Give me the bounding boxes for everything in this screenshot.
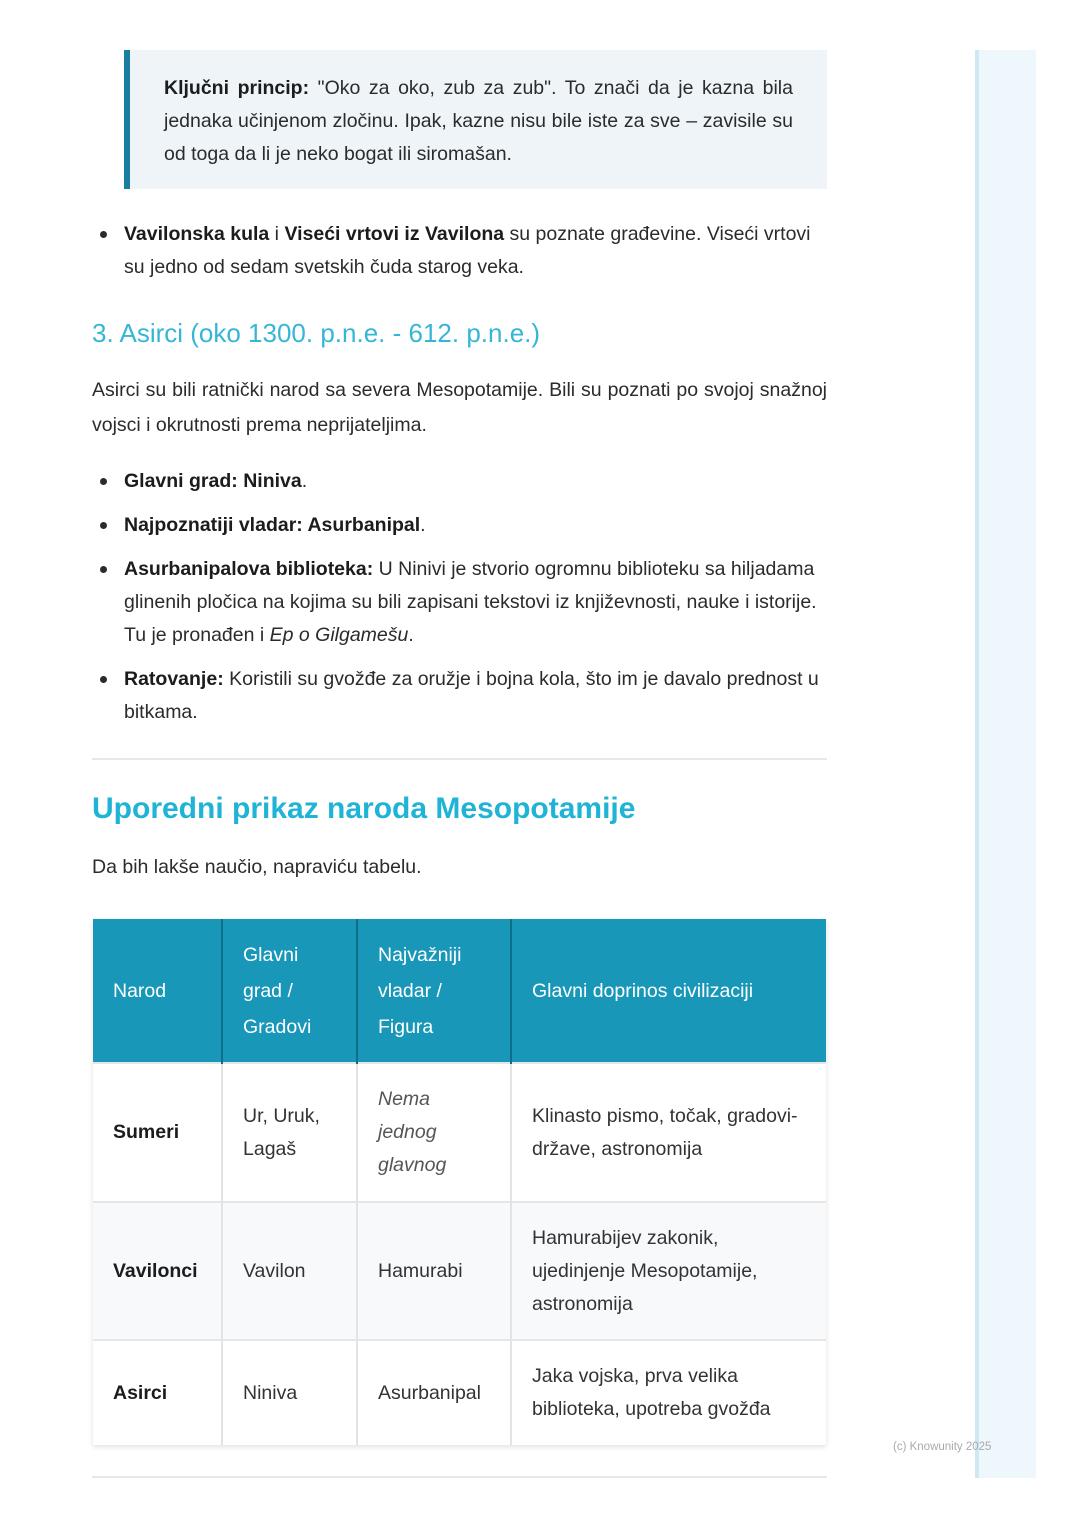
column-header: Najvažniji vladar / Figura	[357, 919, 511, 1063]
text: i	[269, 223, 285, 245]
bullet-icon	[100, 522, 107, 529]
table-cell: Asurbanipal	[357, 1340, 511, 1445]
comparison-intro: Da bih lakše naučio, napraviću tabelu.	[92, 856, 422, 878]
table-cell: Asirci	[93, 1340, 222, 1445]
list-item	[92, 509, 827, 542]
bold-term: Glavni grad: Niniva	[124, 470, 302, 492]
text: .	[408, 624, 414, 646]
column-header: Glavni grad / Gradovi	[222, 919, 357, 1063]
table-cell: Niniva	[222, 1340, 357, 1445]
babylon-bullet-list	[92, 218, 827, 295]
divider	[92, 758, 827, 760]
bullet-icon	[100, 566, 107, 573]
table-cell: Ur, Uruk, Lagaš	[222, 1063, 357, 1202]
bullet-icon	[100, 676, 107, 683]
italic-title: Ep o Gilgamešu	[269, 624, 409, 646]
bold-term: Asurbanipalova biblioteka:	[124, 558, 374, 580]
table-row	[93, 1340, 826, 1445]
copyright-notice: (c) Knowunity 2025	[893, 1441, 992, 1453]
bullet-icon	[100, 231, 107, 238]
bold-term: Najpoznatiji vladar: Asurbanipal	[124, 514, 421, 536]
list-item	[92, 218, 827, 284]
table-cell: Sumeri	[93, 1063, 222, 1202]
table-cell: Vavilonci	[93, 1202, 222, 1340]
table-cell: Nema jednog glavnog	[357, 1063, 511, 1202]
callout-text: "Oko za oko, zub za zub". To znači da je kazna bila jednaka učinjenom zločinu. Ipak, kazne nisu bile iste za sve – zavisile su od toga da li je neko bogat ili siromašan.	[164, 77, 793, 165]
side-panel	[975, 50, 1036, 1478]
table-row	[93, 1202, 826, 1340]
text: .	[420, 514, 426, 536]
bold-term: Vavilonska kula	[124, 223, 270, 245]
column-header: Narod	[93, 919, 222, 1063]
key-principle-callout	[124, 50, 827, 189]
section-heading-comparison: Uporedni prikaz naroda Mesopotamije	[92, 792, 636, 825]
list-item	[92, 553, 827, 652]
text: Koristili su gvožđe za oružje i bojna kola, što im je davalo prednost u bitkama.	[124, 668, 819, 723]
text: su poznate građevine. Viseći vrtovi su jedno od sedam svetskih čuda starog veka.	[124, 223, 811, 278]
column-header: Glavni doprinos civilizaciji	[511, 919, 826, 1063]
text: U Ninivi je stvorio ogromnu biblioteku sa hiljadama glinenih pločica na kojima su bili zapisani tekstovi iz književnosti, nauke i istorije. Tu je pronađen i	[124, 558, 817, 646]
comparison-table	[93, 919, 826, 1445]
bold-term: Ratovanje:	[124, 668, 224, 690]
assyrians-bullet-list	[92, 465, 827, 740]
table-cell: Hamurabijev zakonik, ujedinjenje Mesopotamije, astronomija	[511, 1202, 826, 1340]
text: .	[301, 470, 308, 492]
table-header-row	[93, 919, 826, 1063]
table-cell: Jaka vojska, prva velika biblioteka, upotreba gvožđa	[511, 1340, 826, 1445]
list-item	[92, 465, 827, 498]
table-row	[93, 1063, 826, 1202]
bullet-icon	[100, 478, 107, 485]
section-heading-assyrians: 3. Asirci (oko 1300. p.n.e. - 612. p.n.e.)	[92, 318, 541, 348]
list-item	[92, 663, 827, 729]
callout-label: Ključni princip:	[164, 77, 310, 99]
bold-term: Viseći vrtovi iz Vavilona	[284, 223, 505, 245]
assyrians-intro: Asirci su bili ratnički narod sa severa Mesopotamije. Bili su poznati po svojoj snažnoj vojsci i okrutnosti prema neprijateljima.	[92, 379, 827, 436]
divider	[92, 1476, 827, 1478]
table-cell: Vavilon	[222, 1202, 357, 1340]
table-cell: Klinasto pismo, točak, gradovi-države, astronomija	[511, 1063, 826, 1202]
table-cell: Hamurabi	[357, 1202, 511, 1340]
